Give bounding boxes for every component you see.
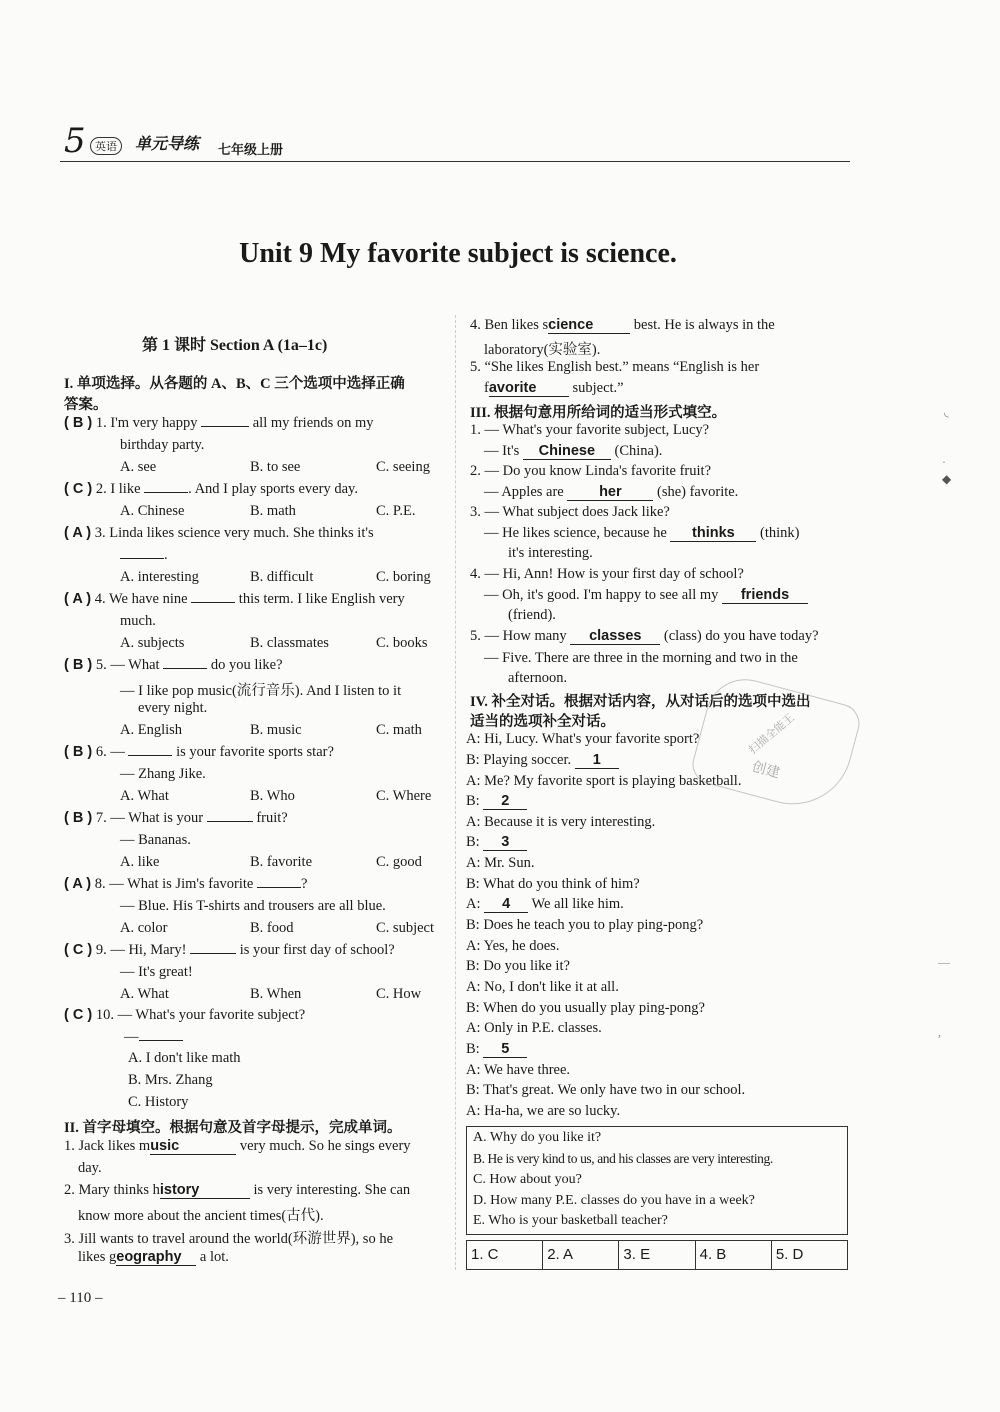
logo-number: 5	[64, 121, 86, 161]
option-a: A. like	[120, 854, 160, 870]
option-a: A. What	[120, 788, 169, 804]
dialogue-line: B: Do you like it?	[466, 958, 570, 974]
answer-mark: ( B )	[64, 415, 93, 431]
form-question-2: 2. — Do you know Linda's favorite fruit?	[470, 463, 712, 479]
option-e: E. Who is your basketball teacher?	[473, 1213, 668, 1228]
fill-question-1: 1. Jack likes music very much. So he sings every	[64, 1138, 411, 1154]
blank-number: 4	[484, 897, 528, 913]
column-divider	[455, 315, 456, 1270]
option-b: B. When	[250, 986, 302, 1002]
filled-answer: her	[567, 485, 653, 501]
brand-name: 单元导练	[135, 136, 200, 153]
answer-cell: 3. E	[619, 1241, 695, 1269]
option-c: C. P.E.	[376, 503, 416, 519]
option-a: A. Why do you like it?	[473, 1130, 602, 1145]
option-c: C. boring	[376, 569, 431, 585]
dialogue-line: A: We have three.	[466, 1062, 571, 1078]
answer-cell: 2. A	[543, 1241, 619, 1269]
answer-cell: 5. D	[775, 1246, 804, 1263]
fill-question-2: 2. Mary thinks history is very interesting. She can	[64, 1182, 411, 1198]
blank-number: 1	[575, 753, 619, 769]
blank	[163, 668, 207, 669]
page-number: – 110 –	[58, 1290, 103, 1306]
filled-answer: cience	[548, 318, 630, 334]
option-d: D. How many P.E. classes do you have in a week?	[473, 1193, 755, 1208]
filled-answer: Chinese	[523, 444, 611, 460]
dialogue-line: B: When do you usually play ping-pong?	[466, 1000, 705, 1016]
dialogue-line: B: Playing soccer. 1	[466, 752, 619, 769]
question-2: ( C ) 2. I like . And I play sports every day.	[64, 481, 358, 497]
answer-mark: ( B )	[64, 744, 93, 760]
blank	[120, 558, 164, 559]
blank-number: 2	[483, 794, 527, 810]
page-header	[60, 121, 850, 162]
question-8: ( A ) 8. — What is Jim's favorite ?	[64, 876, 308, 892]
dialogue-line: B: What do you think of him?	[466, 876, 640, 892]
blank	[207, 821, 253, 822]
margin-mark: —	[938, 955, 950, 969]
part4-heading: IV. 补全对话。根据对话内容，从对话后的选项中选出	[470, 694, 811, 710]
option-c: C. History	[128, 1094, 189, 1110]
question-3: ( A ) 3. Linda likes science very much. She thinks it's	[64, 525, 374, 541]
option-c: C. Where	[376, 788, 432, 804]
part1-heading: I. 单项选择。从各题的 A、B、C 三个选项中选择正确	[64, 376, 405, 392]
filled-answer: eography	[116, 1250, 196, 1266]
filled-answer: avorite	[489, 381, 569, 397]
option-a: A. I don't like math	[128, 1050, 241, 1066]
margin-mark: ◟	[944, 405, 949, 419]
answer-grid	[466, 1240, 848, 1270]
option-a: A. subjects	[120, 635, 185, 651]
dialogue-line: B: Does he teach you to play ping-pong?	[466, 917, 704, 933]
option-c: C. good	[376, 854, 422, 870]
part1-heading-cont: 答案。	[64, 397, 108, 413]
options-box	[466, 1126, 848, 1235]
answer-mark: ( C )	[64, 942, 93, 958]
margin-mark: ·	[942, 455, 946, 469]
answer-mark: ( B )	[64, 657, 93, 673]
answer-mark: ( C )	[64, 1007, 93, 1023]
option-b: B. Who	[250, 788, 295, 804]
dialogue-line: A: No, I don't like it at all.	[466, 979, 619, 995]
blank-number: 3	[483, 835, 527, 851]
blank	[257, 887, 301, 888]
margin-mark: ◆	[942, 472, 952, 486]
dialogue-line: B: 2	[466, 793, 527, 810]
dialogue-line: A: 4 We all like him.	[466, 896, 624, 912]
filled-answer: istory	[160, 1183, 250, 1199]
question-5: ( B ) 5. — What do you like?	[64, 657, 283, 673]
option-b: B. music	[250, 722, 302, 738]
option-b: B. difficult	[250, 569, 314, 585]
filled-answer: classes	[570, 629, 660, 645]
option-a: A. English	[120, 722, 183, 738]
answer-cell: 4. B	[696, 1241, 772, 1269]
answer-mark: ( A )	[64, 876, 92, 892]
dialogue-line: A: Ha-ha, we are so lucky.	[466, 1103, 621, 1119]
dialogue-line: B: That's great. We only have two in our school.	[466, 1082, 746, 1098]
grade-label: 七年级上册	[218, 143, 284, 158]
option-b: B. He is very kind to us, and his classes are very interesting.	[473, 1151, 773, 1166]
blank	[139, 1040, 183, 1041]
part3-heading: III. 根据句意用所给词的适当形式填空。	[470, 405, 727, 421]
blank	[128, 755, 172, 756]
option-a: A. color	[120, 920, 168, 936]
option-c: C. subject	[376, 920, 434, 936]
answer-mark: ( A )	[64, 591, 92, 607]
question-10: ( C ) 10. — What's your favorite subject?	[64, 1007, 306, 1023]
blank	[144, 492, 188, 493]
option-a: A. What	[120, 986, 169, 1002]
dialogue-line: B: 5	[466, 1041, 527, 1058]
option-b: B. classmates	[250, 635, 329, 651]
option-c: C. seeing	[376, 459, 430, 475]
question-7: ( B ) 7. — What is your fruit?	[64, 810, 288, 826]
question-6: ( B ) 6. — is your favorite sports star?	[64, 744, 334, 760]
lesson-heading: 第 1 课时 Section A (1a–1c)	[142, 337, 328, 354]
form-question-1: 1. — What's your favorite subject, Lucy?	[470, 422, 710, 438]
form-question-5: 5. — How many classes (class) do you have today?	[470, 628, 819, 644]
option-b: B. favorite	[250, 854, 313, 870]
filled-answer: usic	[150, 1139, 236, 1155]
answer-mark: ( A )	[64, 525, 92, 541]
option-b: B. to see	[250, 459, 301, 475]
option-c: C. How about you?	[473, 1172, 582, 1187]
option-a: A. Chinese	[120, 503, 185, 519]
option-b: B. food	[250, 920, 294, 936]
fill-question-5: 5. “She likes English best.” means “English is her	[470, 359, 760, 375]
part2-heading: II. 首字母填空。根据句意及首字母提示，完成单词。	[64, 1120, 402, 1136]
question-9: ( C ) 9. — Hi, Mary! is your first day of school?	[64, 942, 395, 958]
answer-mark: ( B )	[64, 810, 93, 826]
fill-question-4: 4. Ben likes science best. He is always in the	[470, 317, 775, 333]
option-c: C. How	[376, 986, 422, 1002]
fill-question-3: 3. Jill wants to travel around the world(环游世界), so he	[64, 1231, 394, 1247]
logo-badge: 英语	[90, 137, 122, 155]
dialogue-line: A: Only in P.E. classes.	[466, 1020, 602, 1036]
question-4: ( A ) 4. We have nine this term. I like English very	[64, 591, 405, 607]
dialogue-line: B: 3	[466, 834, 527, 851]
blank	[201, 426, 249, 427]
form-question-3: 3. — What subject does Jack like?	[470, 504, 670, 520]
answer-cell: 1. C	[467, 1241, 543, 1269]
option-a: A. see	[120, 459, 157, 475]
dialogue-line: A: Because it is very interesting.	[466, 814, 656, 830]
blank-number: 5	[483, 1042, 527, 1058]
option-b: B. math	[250, 503, 296, 519]
dialogue-line: A: Yes, he does.	[466, 938, 560, 954]
part4-heading-cont: 适当的选项补全对话。	[470, 714, 615, 730]
option-c: C. books	[376, 635, 428, 651]
form-question-4: 4. — Hi, Ann! How is your first day of school?	[470, 566, 744, 582]
dialogue-line: A: Hi, Lucy. What's your favorite sport?	[466, 731, 700, 747]
answer-mark: ( C )	[64, 481, 93, 497]
blank	[190, 953, 236, 954]
scanner-stamp: 扫描全能王 创建	[688, 670, 864, 818]
option-b: B. Mrs. Zhang	[128, 1072, 213, 1088]
filled-answer: thinks	[670, 526, 756, 542]
page-title: Unit 9 My favorite subject is science.	[239, 238, 677, 269]
dialogue-line: A: Mr. Sun.	[466, 855, 535, 871]
blank	[191, 602, 235, 603]
option-c: C. math	[376, 722, 422, 738]
filled-answer: friends	[722, 588, 808, 604]
question-1: ( B ) 1. I'm very happy all my friends on my	[64, 415, 374, 431]
option-a: A. interesting	[120, 569, 199, 585]
dialogue-line: A: Me? My favorite sport is playing basketball.	[466, 773, 742, 789]
margin-mark: ,	[938, 1025, 941, 1039]
